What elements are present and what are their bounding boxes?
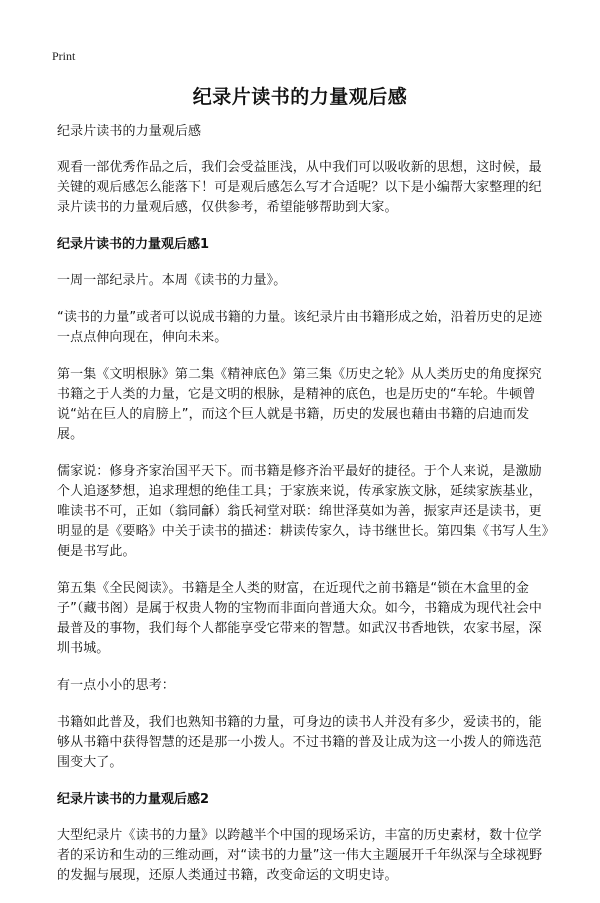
paragraph: “读书的力量”或者可以说成书籍的力量。该纪录片由书籍形成之始，沿着历史的足迹一点点伸向现在，伸向未来。 (57, 310, 543, 345)
paragraph: 第五集《全民阅读》。书籍是全人类的财富，在近现代之前书籍是“锁在木盒里的金子”（藏书阁）是属于权贵人物的宝物而非面向普通大众。如今，书籍成为现代社会中最普及的事物，我们每个人都能享受它带来的智慧。如武汉书香地铁，农家书屋，深圳书城。 (57, 581, 543, 656)
page-title: 纪录片读书的力量观后感 (192, 86, 408, 108)
intro-paragraph: 观看一部优秀作品之后，我们会受益匪浅，从中我们可以吸收新的思想，这时候，最关键的观后感怎么能落下！可是观后感怎么写才合适呢？以下是小编帮大家整理的纪录片读书的力量观后感，仅供参考，希望能够帮助到大家。 (57, 160, 542, 215)
paragraph: 儒家说：修身齐家治国平天下。而书籍是修齐治平最好的捷径。于个人来说，是激励个人追逐梦想，追求理想的绝佳工具；于家族来说，传承家族文脉，延续家族基业，唯读书不可，正如（翁同龢）翁氏祠堂对联：绵世泽莫如为善，振家声还是读书，更明显的是《要略》中关于读书的描述：耕读传家久，诗书继世长。第四集《书写人生》便是书写此。 (57, 464, 549, 559)
print-link[interactable]: Print (52, 49, 76, 63)
paragraph: 大型纪录片《读书的力量》以跨越半个中国的现场采访，丰富的历史素材，数十位学者的采访和生动的三维动画，对“读书的力量”这一伟大主题展开千年纵深与全球视野的发掘与展现，还原人类通过书籍，改变命运的文明史诗。 (57, 828, 543, 883)
article-subtitle: 纪录片读书的力量观后感 (57, 124, 202, 139)
paragraph: 第一集《文明根脉》第二集《精神底色》第三集《历史之轮》从人类历史的角度探究书籍之于人类的力量，它是文明的根脉，是精神的底色，也是历史的“车轮。牛顿曾说“站在巨人的肩膀上”，而这个巨人就是书籍，历史的发展也藉由书籍的启迪而发展。 (57, 367, 542, 442)
paragraph: 有一点小小的思考： (57, 678, 175, 693)
paragraph: 一周一部纪录片。本周《读书的力量》。 (57, 273, 287, 288)
paragraph: 书籍如此普及，我们也熟知书籍的力量，可身边的读书人并没有多少，爱读书的，能够从书籍中获得智慧的还是那一小拨人。不过书籍的普及让成为这一小拨人的筛选范围变大了。 (57, 715, 542, 770)
section-heading-2: 纪录片读书的力量观后感2 (57, 792, 210, 807)
section-heading-1: 纪录片读书的力量观后感1 (57, 237, 210, 252)
article-body (57, 122, 553, 903)
